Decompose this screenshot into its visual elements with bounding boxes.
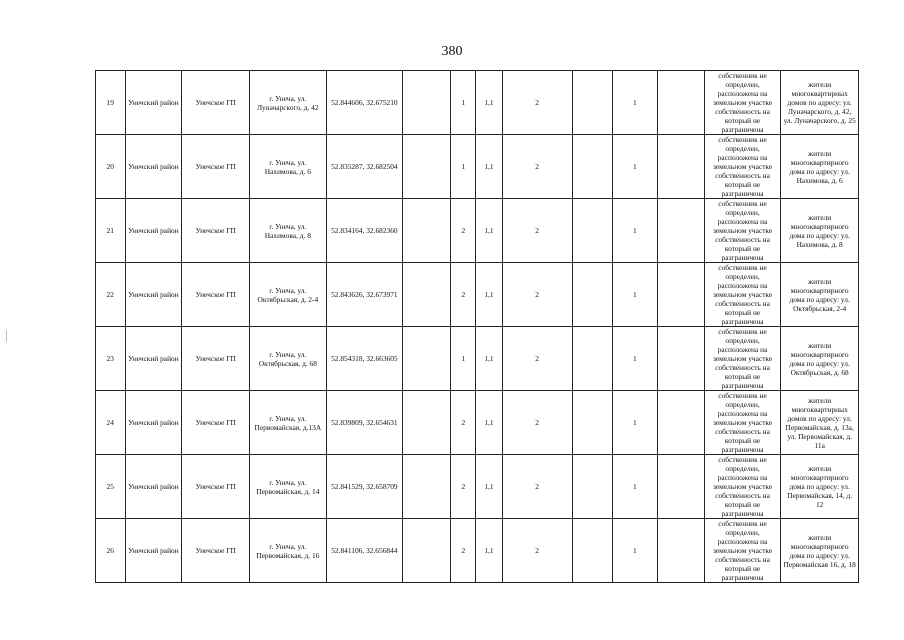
owner-cell: собственник не определен, расположена на земельном участке собственность на который не разграничена <box>704 327 781 391</box>
value-cell: 1 <box>612 135 657 199</box>
empty-cell <box>657 391 704 455</box>
empty-cell <box>657 199 704 263</box>
table-row <box>96 263 859 327</box>
table-row <box>96 71 859 135</box>
empty-cell <box>403 327 451 391</box>
owner-cell: собственник не определен, расположена на земельном участке собственность на который не разграничена <box>704 455 781 519</box>
residents-cell: жители многоквартирного дома по адресу: ул. Октябрьская, д. 68 <box>781 327 859 391</box>
table-row <box>96 391 859 455</box>
table-row <box>96 519 859 583</box>
address-cell: г. Унеча, ул. Октябрьская, д. 68 <box>250 327 327 391</box>
settlement-cell: Унечское ГП <box>182 135 250 199</box>
empty-cell <box>403 263 451 327</box>
empty-cell <box>403 135 451 199</box>
area-cell: 1,1 <box>476 71 502 135</box>
table-row <box>96 135 859 199</box>
district-cell: Унечский район <box>125 135 182 199</box>
empty-cell <box>657 263 704 327</box>
area-cell: 1,1 <box>476 391 502 455</box>
residents-cell: жители многоквартирного дома по адресу: ул. Первомайская, 14, д. 12 <box>781 455 859 519</box>
area-cell: 1,1 <box>476 519 502 583</box>
table-body <box>96 71 859 583</box>
district-cell: Унечский район <box>125 327 182 391</box>
area-cell: 1,1 <box>476 327 502 391</box>
address-cell: г. Унеча, ул. Нахимова, д. 8 <box>250 199 327 263</box>
area-cell: 1,1 <box>476 199 502 263</box>
coordinates-cell: 52.841106, 32.656844 <box>326 519 403 583</box>
coordinates-cell: 52.834164, 32.682360 <box>326 199 403 263</box>
address-cell: г. Унеча, ул. Нахимова, д. 6 <box>250 135 327 199</box>
address-cell: г. Унеча, ул. Октябрьская, д. 2-4 <box>250 263 327 327</box>
count-cell: 1 <box>451 71 476 135</box>
settlement-cell: Унечское ГП <box>182 519 250 583</box>
coordinates-cell: 52.843626, 32.673971 <box>326 263 403 327</box>
empty-cell <box>572 199 612 263</box>
owner-cell: собственник не определен, расположена на земельном участке собственность на который не разграничена <box>704 71 781 135</box>
district-cell: Унечский район <box>125 199 182 263</box>
owner-cell: собственник не определен, расположена на земельном участке собственность на который не разграничена <box>704 519 781 583</box>
count-cell: 1 <box>451 327 476 391</box>
value-cell: 2 <box>502 519 572 583</box>
district-cell: Унечский район <box>125 263 182 327</box>
empty-cell <box>572 135 612 199</box>
empty-cell <box>572 391 612 455</box>
empty-cell <box>572 71 612 135</box>
row-number: 24 <box>96 391 126 455</box>
address-cell: г. Унеча, ул. Луначарского, д. 42 <box>250 71 327 135</box>
value-cell: 1 <box>612 71 657 135</box>
area-cell: 1,1 <box>476 455 502 519</box>
count-cell: 2 <box>451 263 476 327</box>
page-number: 380 <box>441 44 463 59</box>
value-cell: 1 <box>612 199 657 263</box>
settlement-cell: Унечское ГП <box>182 455 250 519</box>
row-number: 25 <box>96 455 126 519</box>
area-cell: 1,1 <box>476 263 502 327</box>
address-cell: г. Унеча, ул. Первомайская, д. 16 <box>250 519 327 583</box>
row-number: 22 <box>96 263 126 327</box>
coordinates-cell: 52.839809, 32.654631 <box>326 391 403 455</box>
owner-cell: собственник не определен, расположена на земельном участке собственность на который не разграничена <box>704 199 781 263</box>
margin-mark <box>6 330 7 342</box>
count-cell: 2 <box>451 519 476 583</box>
settlement-cell: Унечское ГП <box>182 71 250 135</box>
empty-cell <box>403 71 451 135</box>
district-cell: Унечский район <box>125 391 182 455</box>
empty-cell <box>657 455 704 519</box>
value-cell: 1 <box>612 519 657 583</box>
empty-cell <box>657 327 704 391</box>
empty-cell <box>403 199 451 263</box>
residents-cell: жители многоквартирного дома по адресу: ул. Октябрьская, 2-4 <box>781 263 859 327</box>
value-cell: 1 <box>612 455 657 519</box>
row-number: 21 <box>96 199 126 263</box>
value-cell: 1 <box>612 263 657 327</box>
coordinates-cell: 52.841529, 32.658709 <box>326 455 403 519</box>
value-cell: 2 <box>502 327 572 391</box>
row-number: 19 <box>96 71 126 135</box>
value-cell: 2 <box>502 71 572 135</box>
row-number: 26 <box>96 519 126 583</box>
count-cell: 1 <box>451 135 476 199</box>
count-cell: 2 <box>451 455 476 519</box>
residents-cell: жители многоквартирных домов по адресу: ул. Первомайская, д. 13а, ул. Первомайская, д. 11а <box>781 391 859 455</box>
empty-cell <box>657 135 704 199</box>
coordinates-cell: 52.854318, 32.663605 <box>326 327 403 391</box>
empty-cell <box>572 327 612 391</box>
residents-cell: жители многоквартирного дома по адресу: ул. Нахимова, д. 8 <box>781 199 859 263</box>
empty-cell <box>403 519 451 583</box>
empty-cell <box>403 455 451 519</box>
count-cell: 2 <box>451 391 476 455</box>
area-cell: 1,1 <box>476 135 502 199</box>
address-cell: г. Унеча, ул. Первомайская, д.13А <box>250 391 327 455</box>
settlement-cell: Унечское ГП <box>182 263 250 327</box>
table-row <box>96 455 859 519</box>
empty-cell <box>572 455 612 519</box>
value-cell: 2 <box>502 455 572 519</box>
empty-cell <box>572 263 612 327</box>
value-cell: 2 <box>502 263 572 327</box>
table-row <box>96 199 859 263</box>
residents-cell: жители многоквартирного дома по адресу: ул. Первомайская 16, д. 18 <box>781 519 859 583</box>
district-cell: Унечский район <box>125 71 182 135</box>
value-cell: 1 <box>612 327 657 391</box>
coordinates-cell: 52.835287, 32.682504 <box>326 135 403 199</box>
empty-cell <box>657 519 704 583</box>
table-row <box>96 327 859 391</box>
row-number: 23 <box>96 327 126 391</box>
coordinates-cell: 52.844606, 32.675210 <box>326 71 403 135</box>
empty-cell <box>403 391 451 455</box>
residents-cell: жители многоквартирных домов по адресу: ул. Луначарского, д. 42, ул. Луначарского, д. 25 <box>781 71 859 135</box>
settlement-cell: Унечское ГП <box>182 391 250 455</box>
district-cell: Унечский район <box>125 519 182 583</box>
settlement-cell: Унечское ГП <box>182 199 250 263</box>
value-cell: 2 <box>502 135 572 199</box>
settlement-cell: Унечское ГП <box>182 327 250 391</box>
owner-cell: собственник не определен, расположена на земельном участке собственность на который не разграничена <box>704 135 781 199</box>
count-cell: 2 <box>451 199 476 263</box>
owner-cell: собственник не определен, расположена на земельном участке собственность на который не разграничена <box>704 263 781 327</box>
empty-cell <box>572 519 612 583</box>
empty-cell <box>657 71 704 135</box>
registry-table <box>95 70 859 583</box>
value-cell: 2 <box>502 199 572 263</box>
owner-cell: собственник не определен, расположена на земельном участке собственность на который не разграничена <box>704 391 781 455</box>
value-cell: 2 <box>502 391 572 455</box>
district-cell: Унечский район <box>125 455 182 519</box>
row-number: 20 <box>96 135 126 199</box>
residents-cell: жители многоквартирного дома по адресу: ул. Нахимова, д. 6 <box>781 135 859 199</box>
value-cell: 1 <box>612 391 657 455</box>
address-cell: г. Унеча, ул. Первомайская, д. 14 <box>250 455 327 519</box>
